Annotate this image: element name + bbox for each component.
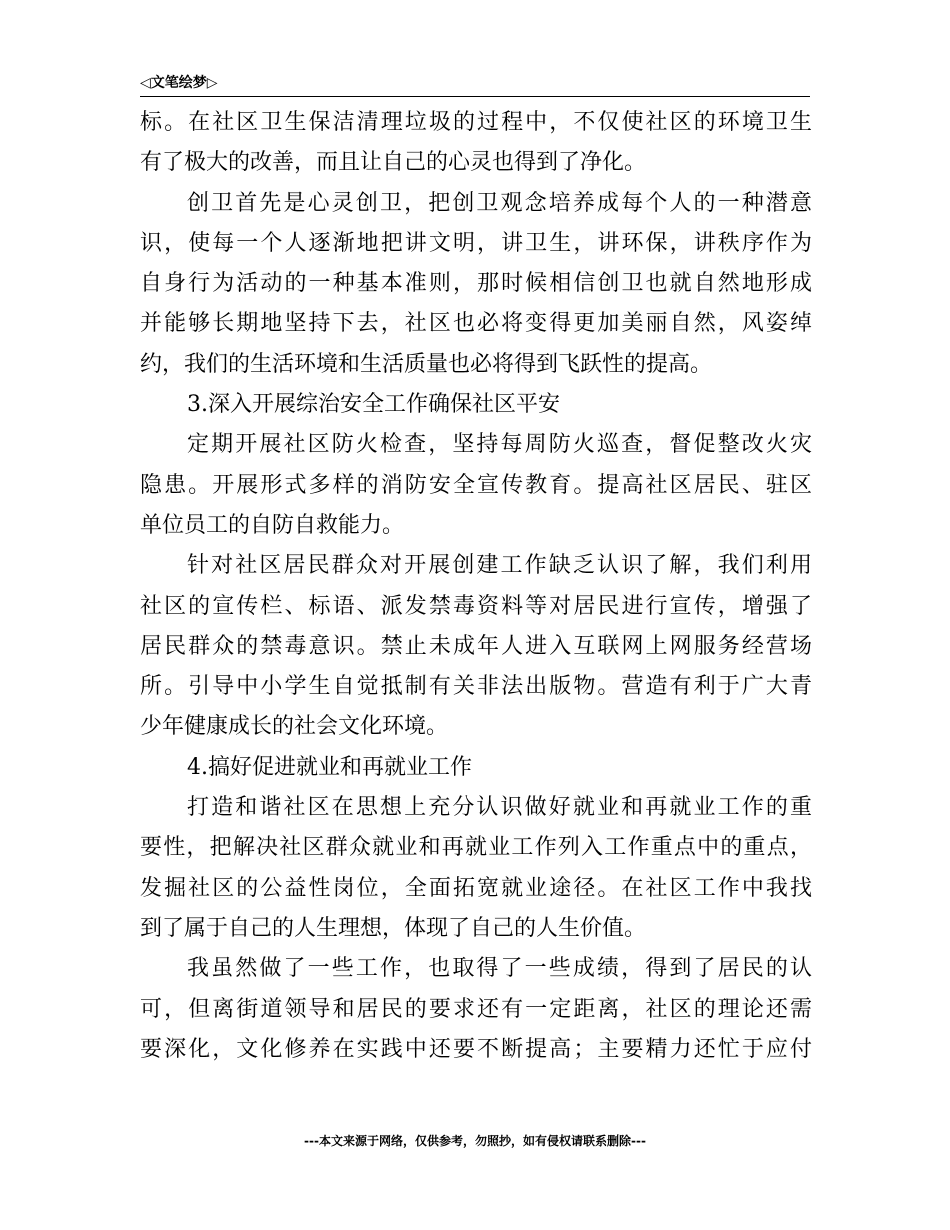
text-line: 少年健康成长的社会文化环境。 bbox=[140, 714, 449, 740]
section-heading: 4.搞好促进就业和再就业工作 bbox=[187, 754, 472, 780]
page-header bbox=[140, 74, 810, 97]
section-heading: 3.深入开展综治安全工作确保社区平安 bbox=[187, 392, 560, 418]
text-line: 单位员工的自防自救能力。 bbox=[140, 512, 405, 538]
text-line: 并能够长期地坚持下去，社区也必将变得更加美丽自然，风姿绰 bbox=[140, 311, 812, 337]
text-line: 所。引导中小学生自觉抵制有关非法出版物。营造有利于广大青 bbox=[140, 674, 812, 700]
text-line: 社区的宣传栏、标语、派发禁毒资料等对居民进行宣传，增强了 bbox=[140, 593, 812, 619]
text-line: 定期开展社区防火检查，坚持每周防火巡查，督促整改火灾 bbox=[187, 432, 812, 458]
text-line: 隐患。开展形式多样的消防安全宣传教育。提高社区居民、驻区 bbox=[140, 472, 812, 498]
text-line: 打造和谐社区在思想上充分认识做好就业和再就业工作的重 bbox=[187, 795, 812, 821]
text-line: 发掘社区的公益性岗位，全面拓宽就业途径。在社区工作中我找 bbox=[140, 875, 812, 901]
page-footer: ---本文来源于网络，仅供参考，勿照抄，如有侵权请联系删除--- bbox=[304, 1134, 646, 1148]
text-line: 可，但离街道领导和居民的要求还有一定距离，社区的理论还需 bbox=[140, 996, 812, 1022]
text-line: 要深化，文化修养在实践中还要不断提高；主要精力还忙于应付 bbox=[140, 1036, 812, 1062]
text-line: 创卫首先是心灵创卫，把创卫观念培养成每个人的一种潜意 bbox=[187, 190, 812, 216]
document-body bbox=[140, 103, 812, 1070]
text-line: 针对社区居民群众对开展创建工作缺乏认识了解，我们利用 bbox=[187, 553, 812, 579]
text-line: 自身行为活动的一种基本准则，那时候相信创卫也就自然地形成 bbox=[140, 271, 812, 297]
text-line: 要性，把解决社区群众就业和再就业工作列入工作重点中的重点， bbox=[140, 835, 812, 861]
text-line: 约，我们的生活环境和生活质量也必将得到飞跃性的提高。 bbox=[140, 351, 713, 377]
text-line: 到了属于自己的人生理想，体现了自己的人生价值。 bbox=[140, 915, 647, 941]
text-line: 有了极大的改善，而且让自己的心灵也得到了净化。 bbox=[140, 150, 647, 176]
header-title: ◁文笔绘梦▷ bbox=[140, 75, 218, 91]
text-line: 识，使每一个人逐渐地把讲文明，讲卫生，讲环保，讲秩序作为 bbox=[140, 230, 812, 256]
text-line: 居民群众的禁毒意识。禁止未成年人进入互联网上网服务经营场 bbox=[140, 633, 812, 659]
text-line: 标。在社区卫生保洁清理垃圾的过程中，不仅使社区的环境卫生 bbox=[140, 110, 812, 135]
text-line: 我虽然做了一些工作，也取得了一些成绩，得到了居民的认 bbox=[187, 956, 812, 982]
